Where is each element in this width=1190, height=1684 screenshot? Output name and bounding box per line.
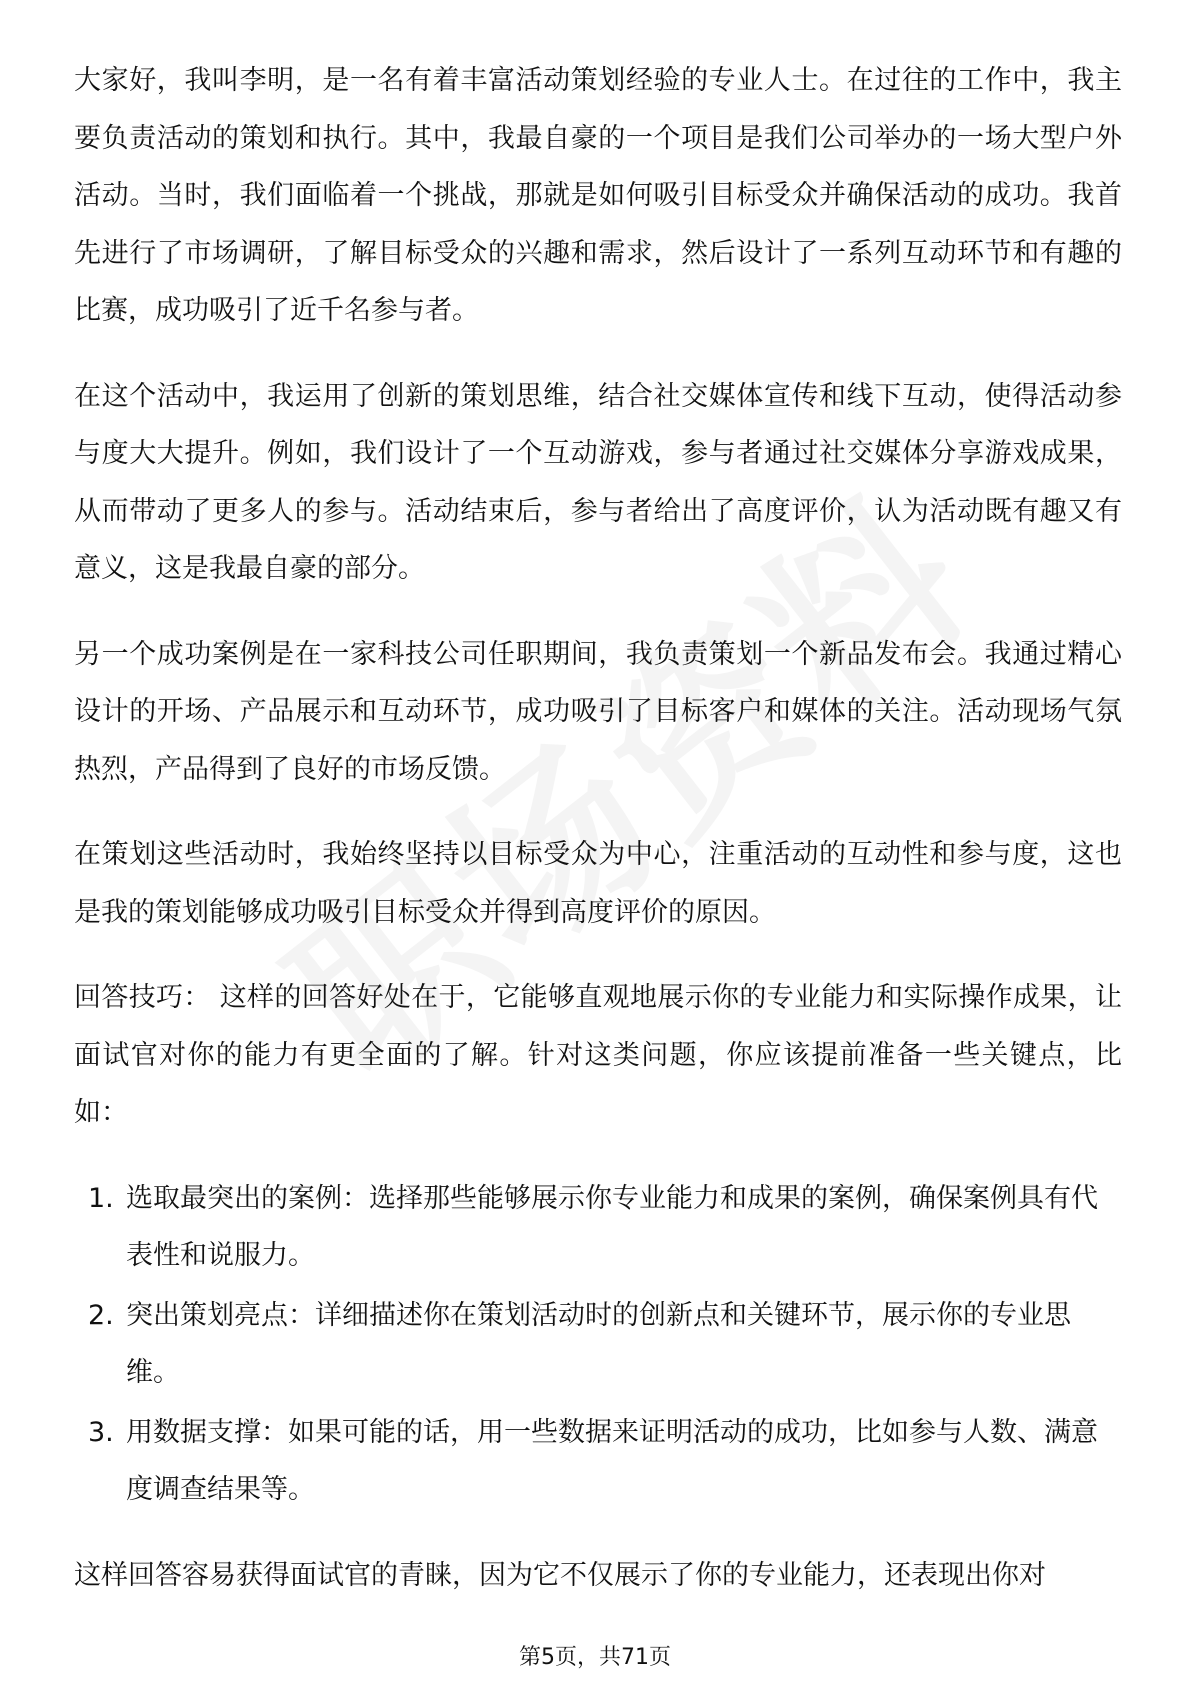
list-item-number: 2. bbox=[88, 1299, 114, 1331]
page-number: 第5页，共71页 bbox=[519, 1645, 671, 1670]
list-item-number: 1. bbox=[88, 1182, 114, 1214]
paragraph-audience-focus: 在策划这些活动时，我始终坚持以目标受众为中心，注重活动的互动性和参与度，这也是我的策划能够成功吸引目标受众并得到高度评价的原因。 bbox=[74, 839, 1122, 928]
list-item-text: 选取最突出的案例：选择那些能够展示你专业能力和成果的案例，确保案例具有代表性和说服力。 bbox=[126, 1182, 1098, 1271]
list-item-text: 用数据支撑：如果可能的话，用一些数据来证明活动的成功，比如参与人数、满意度调查结果等。 bbox=[126, 1416, 1098, 1505]
tips-list bbox=[74, 1170, 1122, 1519]
list-item bbox=[74, 1170, 1122, 1285]
document-body bbox=[74, 52, 1122, 1632]
paragraph-intro: 大家好，我叫李明，是一名有着丰富活动策划经验的专业人士。在过往的工作中，我主要负责活动的策划和执行。其中，我最自豪的一个项目是我们公司举办的一场大型户外活动。当时，我们面临着一个挑战，那就是如何吸引目标受众并确保活动的成功。我首先进行了市场调研，了解目标受众的兴趣和需求，然后设计了一系列互动环节和有趣的比赛，成功吸引了近千名参与者。 bbox=[74, 65, 1122, 326]
paragraph-innovation: 在这个活动中，我运用了创新的策划思维，结合社交媒体宣传和线下互动，使得活动参与度大大提升。例如，我们设计了一个互动游戏，参与者通过社交媒体分享游戏成果，从而带动了更多人的参与。活动结束后，参与者给出了高度评价，认为活动既有趣又有意义，这是我最自豪的部分。 bbox=[74, 380, 1122, 584]
paragraph-product-launch: 另一个成功案例是在一家科技公司任职期间，我负责策划一个新品发布会。我通过精心设计的开场、产品展示和互动环节，成功吸引了目标客户和媒体的关注。活动现场气氛热烈，产品得到了良好的市场反馈。 bbox=[74, 638, 1122, 785]
paragraph-closing: 这样回答容易获得面试官的青睐，因为它不仅展示了你的专业能力，还表现出你对 bbox=[74, 1559, 1046, 1591]
list-item bbox=[74, 1404, 1122, 1519]
list-item-number: 3. bbox=[88, 1416, 114, 1448]
list-item-text: 突出策划亮点：详细描述你在策划活动时的创新点和关键环节，展示你的专业思维。 bbox=[126, 1299, 1071, 1388]
list-item bbox=[74, 1287, 1122, 1402]
paragraph-answer-tips: 回答技巧： 这样的回答好处在于，它能够直观地展示你的专业能力和实际操作成果，让面试官对你的能力有更全面的了解。针对这类问题，你应该提前准备一些关键点，比如： bbox=[74, 982, 1122, 1128]
